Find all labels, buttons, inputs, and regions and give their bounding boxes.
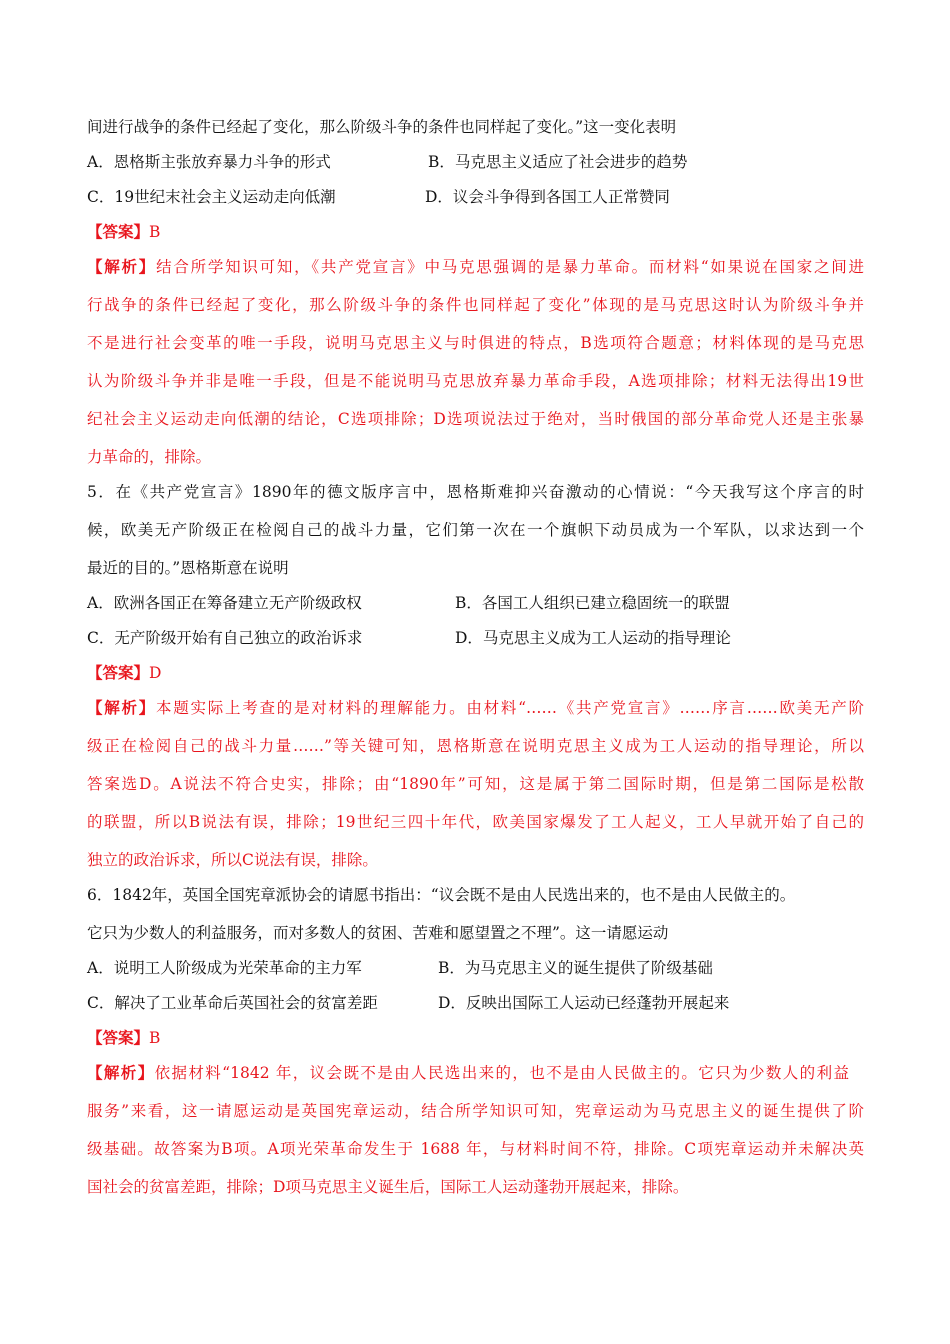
q4-option-d: D．议会斗争得到各国工人正常赞同 bbox=[425, 188, 670, 206]
q5-analysis-line: 答案选D。A说法不符合史实，排除；由“1890年”可知，这是属于第二国际时期，但是第二国际是松散 bbox=[87, 775, 864, 793]
answer-value: B bbox=[149, 223, 161, 241]
q4-answer bbox=[87, 222, 160, 242]
q4-analysis-line bbox=[87, 257, 864, 277]
q5-stem-line: 最近的目的。”恩格斯意在说明 bbox=[87, 559, 289, 577]
q5-stem-line: 5．在《共产党宣言》1890年的德文版序言中，恩格斯难抑兴奋激动的心情说：“今天我写这个序言的时 bbox=[87, 483, 864, 501]
analysis-text: 结合所学知识可知，《共产党宣言》中马克思强调的是暴力革命。而材料“如果说在国家之间进 bbox=[156, 258, 864, 276]
q5-analysis-line: 的联盟，所以B说法有误，排除；19世纪三四十年代，欧美国家爆发了工人起义，工人早就开始了自己的 bbox=[87, 813, 864, 831]
q4-analysis-line: 不是进行社会变革的唯一手段，说明马克思主义与时俱进的特点，B选项符合题意；材料体现的是马克思 bbox=[87, 334, 864, 352]
q5-option-a: A．欧洲各国正在筹备建立无产阶级政权 bbox=[87, 594, 362, 612]
q6-option-d: D．反映出国际工人运动已经蓬勃开展起来 bbox=[438, 994, 730, 1012]
q6-stem-line: 6．1842年，英国全国宪章派协会的请愿书指出：“议会既不是由人民选出来的，也不是由人民做主的。 bbox=[87, 886, 796, 904]
q5-analysis-line: 独立的政治诉求，所以C说法有误，排除。 bbox=[87, 851, 378, 869]
answer-label: 【答案】 bbox=[87, 663, 150, 682]
analysis-label: 【解析】 bbox=[87, 257, 157, 276]
q6-option-a: A．说明工人阶级成为光荣革命的主力军 bbox=[87, 959, 362, 977]
answer-value: B bbox=[149, 1029, 161, 1047]
q6-analysis-line: 国社会的贫富差距，排除；D项马克思主义诞生后，国际工人运动蓬勃开展起来，排除。 bbox=[87, 1178, 689, 1196]
analysis-label: 【解析】 bbox=[87, 698, 156, 717]
q4-analysis-line: 纪社会主义运动走向低潮的结论，C选项排除；D选项说法过于绝对，当时俄国的部分革命党人还是主张暴 bbox=[87, 410, 864, 428]
answer-label: 【答案】 bbox=[87, 1028, 150, 1047]
q5-answer bbox=[87, 663, 161, 683]
q5-option-b: B．各国工人组织已建立稳固统一的联盟 bbox=[455, 594, 730, 612]
q6-stem-line: 它只为少数人的利益服务，而对多数人的贫困、苦难和愿望置之不理”。这一请愿运动 bbox=[87, 924, 669, 942]
q6-option-b: B．为马克思主义的诞生提供了阶级基础 bbox=[438, 959, 713, 977]
q4-analysis-line: 行战争的条件已经起了变化，那么阶级斗争的条件也同样起了变化”体现的是马克思这时认为阶级斗争并 bbox=[87, 296, 864, 314]
q5-stem-line: 候，欧美无产阶级正在检阅自己的战斗力量，它们第一次在一个旗帜下动员成为一个军队，以求达到一个 bbox=[87, 521, 864, 539]
answer-value: D bbox=[149, 664, 162, 682]
q6-analysis-line bbox=[87, 1063, 849, 1083]
analysis-label: 【解析】 bbox=[87, 1063, 155, 1082]
q4-option-c: C．19世纪末社会主义运动走向低潮 bbox=[87, 188, 336, 206]
answer-label: 【答案】 bbox=[87, 222, 150, 241]
q4-analysis-line: 认为阶级斗争并非是唯一手段，但是不能说明马克思放弃暴力革命手段，A选项排除；材料无法得出19世 bbox=[87, 372, 864, 390]
q4-analysis-line: 力革命的，排除。 bbox=[87, 448, 212, 466]
q4-option-b: B．马克思主义适应了社会进步的趋势 bbox=[428, 153, 688, 171]
q5-analysis-line: 级正在检阅自己的战斗力量……”等关键可知，恩格斯意在说明克思主义成为工人运动的指导理论，所以 bbox=[87, 737, 864, 755]
q6-analysis-line: 级基础。故答案为B项。A项光荣革命发生于 1688 年，与材料时间不符，排除。C项宪章运动并未解决英 bbox=[87, 1140, 864, 1158]
q4-stem: 间进行战争的条件已经起了变化，那么阶级斗争的条件也同样起了变化。”这一变化表明 bbox=[87, 118, 677, 136]
q4-option-a: A．恩格斯主张放弃暴力斗争的形式 bbox=[87, 153, 331, 171]
q6-option-c: C．解决了工业革命后英国社会的贫富差距 bbox=[87, 994, 378, 1012]
analysis-text: 依据材料“1842 年，议会既不是由人民选出来的，也不是由人民做主的。它只为少数人的利益 bbox=[154, 1064, 849, 1082]
q5-option-d: D．马克思主义成为工人运动的指导理论 bbox=[455, 629, 731, 647]
analysis-text: 本题实际上考查的是对材料的理解能力。由材料“……《共产党宣言》……序言……欧美无产阶 bbox=[155, 699, 864, 717]
q6-analysis-line: 服务”来看，这一请愿运动是英国宪章运动，结合所学知识可知，宪章运动为马克思主义的诞生提供了阶 bbox=[87, 1102, 864, 1120]
q5-analysis-line bbox=[87, 698, 864, 718]
q6-answer bbox=[87, 1028, 160, 1048]
q5-option-c: C．无产阶级开始有自己独立的政治诉求 bbox=[87, 629, 363, 647]
